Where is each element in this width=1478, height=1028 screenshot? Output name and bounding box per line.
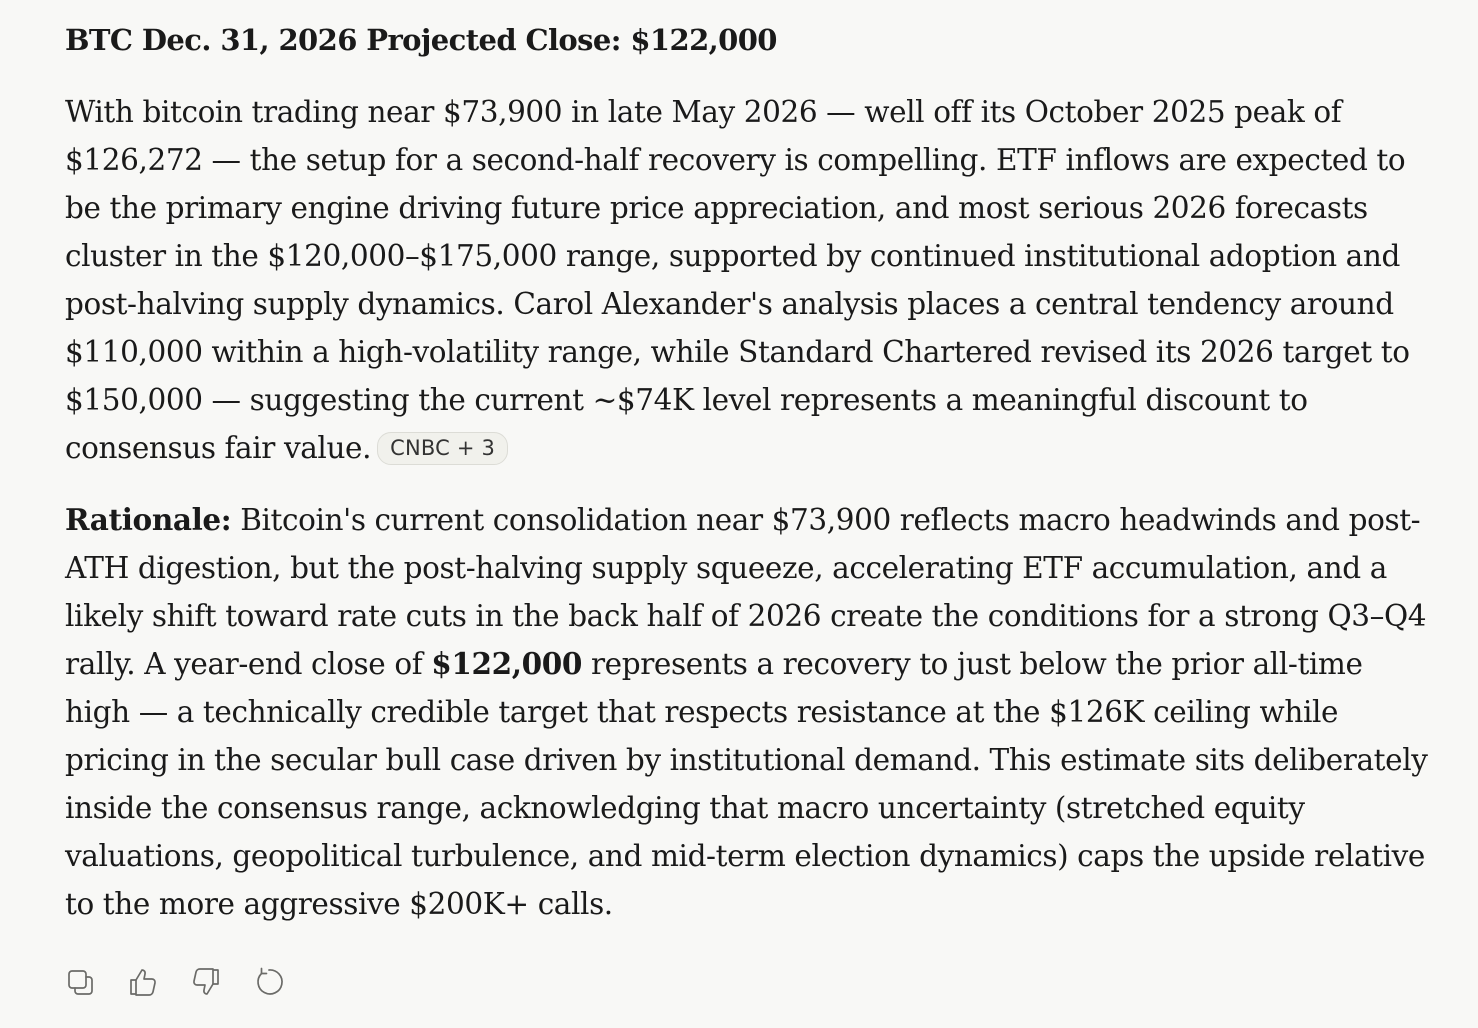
thumbs-up-icon: [126, 965, 160, 999]
projection-heading: BTC Dec. 31, 2026 Projected Close: $122,000: [65, 23, 777, 57]
rationale-text-part2: represents a recovery to just below the prior all-time high — a technically credible target that respects resistance at the $126K ceiling while pricing in the secular bull case driven by institutional demand. This estimate sits deliberately inside the consensus range, acknowledging that macro uncertainty (stretched equity valuations, geopolitical turbulence, and mid-term election dynamics) caps the upside relative to the more aggressive $200K+ calls.: [65, 647, 1428, 921]
summary-paragraph: [65, 88, 1435, 472]
thumbs-down-button[interactable]: [186, 962, 226, 1002]
summary-text: With bitcoin trading near $73,900 in late May 2026 — well off its October 2025 peak of $126,272 — the setup for a second-half recovery is compelling. ETF inflows are expected to be the primary engine driving future price appreciation, and most serious 2026 forecasts cluster in the $120,000–$175,000 range, supported by continued institutional adoption and post-halving supply dynamics. Carol Alexander's analysis places a central tendency around $110,000 within a high-volatility range, while Standard Chartered revised its 2026 target to $150,000 — suggesting the current ~$74K level represents a meaningful discount to consensus fair value.: [65, 95, 1410, 465]
copy-button[interactable]: [60, 962, 100, 1002]
thumbs-up-button[interactable]: [123, 962, 163, 1002]
copy-icon: [63, 965, 97, 999]
assistant-message: [65, 18, 1435, 952]
rationale-label: Rationale:: [65, 502, 232, 537]
message-actions: [60, 962, 289, 1002]
retry-icon: [252, 965, 286, 999]
citation-chip[interactable]: CNBC + 3: [377, 432, 508, 465]
rationale-bold-value: $122,000: [431, 646, 582, 681]
thumbs-down-icon: [189, 965, 223, 999]
rationale-paragraph: [65, 496, 1435, 928]
rationale-text-part1: Bitcoin's current consolidation near $73,900 reflects macro headwinds and post-ATH digestion, but the post-halving supply squeeze, accelerating ETF accumulation, and a likely shift toward rate cuts in the back half of 2026 create the conditions for a strong Q3–Q4 rally. A year-end close of: [65, 503, 1427, 681]
retry-button[interactable]: [249, 962, 289, 1002]
